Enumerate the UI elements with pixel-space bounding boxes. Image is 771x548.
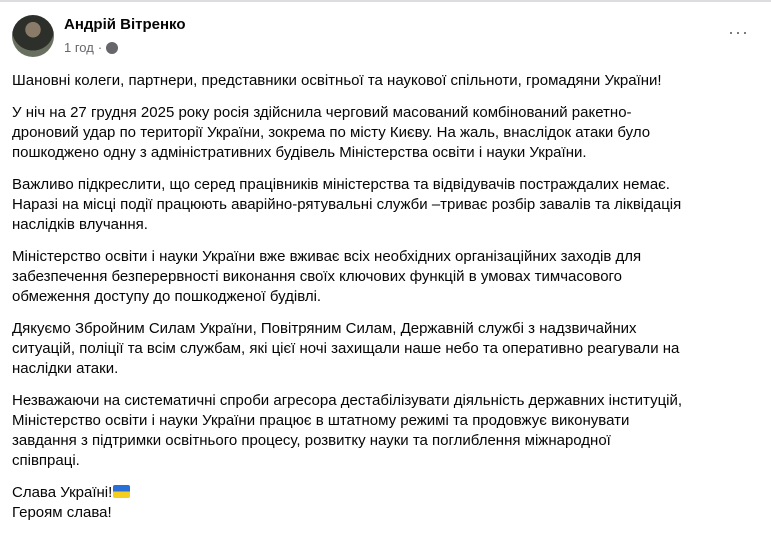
paragraph-line: дроновий удар по території України, зокрема по місту Києву. На жаль, внаслідок атаки було	[12, 124, 651, 141]
post-time[interactable]: 1 год	[64, 40, 94, 55]
post-body	[12, 71, 762, 535]
meta-separator: ·	[97, 40, 103, 55]
paragraph-line: ситуацій, поліції та всім службам, які цієї ночі захищали наше небо та оперативно реагували на	[12, 340, 680, 357]
post-meta	[64, 40, 118, 55]
paragraph-line: забезпечення безперервності виконання своїх ключових функцій в умовах тимчасового	[12, 268, 623, 285]
paragraph-line: Міністерство освіти і науки України працює в штатному режимі та продовжує виконувати	[12, 412, 630, 429]
globe-icon	[106, 42, 118, 54]
more-options-button[interactable]: ···	[728, 22, 749, 42]
paragraph	[12, 103, 762, 163]
paragraph-line: Наразі на місці події працюють аварійно-рятувальні служби –триває розбір завалів та ліквідація	[12, 196, 682, 213]
closing-line: Героям слава!	[12, 504, 112, 521]
paragraph-line: наслідки атаки.	[12, 360, 119, 377]
author-name[interactable]: Андрій Вітренко	[64, 16, 186, 33]
paragraph	[12, 319, 762, 379]
paragraph-line: Міністерство освіти і науки України вже вживає всіх необхідних організаційних заходів для	[12, 248, 642, 265]
ukraine-flag-icon	[113, 485, 130, 498]
paragraph-line: обмеження доступу до пошкодженої будівлі.	[12, 288, 322, 305]
paragraph-line: У ніч на 27 грудня 2025 року росія здійснила черговий масований комбінований ракетно-	[12, 104, 632, 121]
closing	[12, 483, 762, 523]
closing-line: Слава Україні!	[12, 484, 113, 501]
top-divider	[0, 0, 771, 2]
paragraph	[12, 175, 762, 235]
paragraph-line: Незважаючи на систематичні спроби агресора дестабілізувати діяльність державних інституцій,	[12, 392, 683, 409]
paragraph-line: завдання з підтримки освітнього процесу, розвитку науки та поглиблення міжнародної	[12, 432, 611, 449]
paragraph	[12, 247, 762, 307]
paragraph-line: Дякуємо Збройним Силам України, Повітряним Силам, Державній службі з надзвичайних	[12, 320, 637, 337]
paragraph-line: співпраці.	[12, 452, 80, 469]
paragraph-line: Важливо підкреслити, що серед працівників міністерства та відвідувачів постраждалих немає.	[12, 176, 670, 193]
paragraph-line: Шановні колеги, партнери, представники освітньої та наукової спільноти, громадяни України!	[12, 72, 662, 89]
paragraph	[12, 391, 762, 471]
paragraph-line: наслідків влучання.	[12, 216, 148, 233]
paragraph	[12, 71, 762, 91]
author-avatar[interactable]	[12, 15, 54, 57]
paragraph-line: пошкоджено одну з адміністративних будівель Міністерства освіти і науки України.	[12, 144, 587, 161]
